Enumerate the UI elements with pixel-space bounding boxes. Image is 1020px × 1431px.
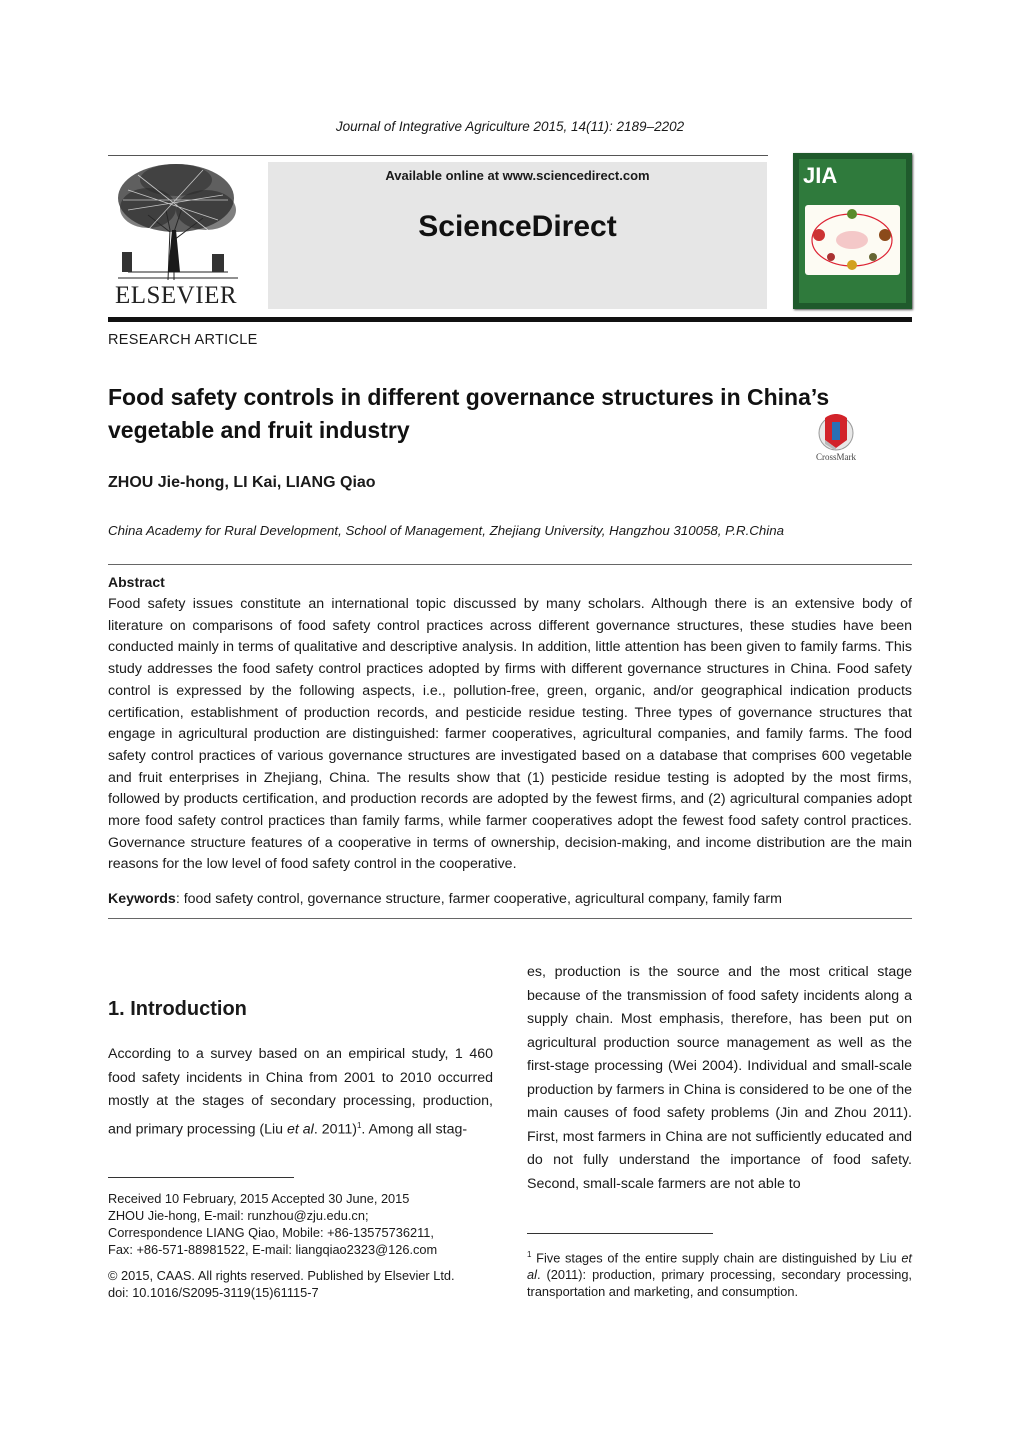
- journal-cover-inner: [799, 159, 906, 303]
- keywords-line: [108, 891, 782, 907]
- footnote-1-text-b: . (2011): production, primary processing, secondary processing, transportation and marketing, and consumption.: [527, 1267, 912, 1300]
- abstract-top-rule: [108, 564, 912, 565]
- abstract-text: Food safety issues constitute an international topic discussed by many scholars. Although there is an extensive body of literature on comparisons of food safety control practices across different governance structures, these studies have been conducted mainly in terms of qualitative and descriptive analysis. In addition, little attention has been given to family farms. This study addresses the food safety control practices adopted by firms with different governance structures in China. Food safety control is expressed by the following aspects, i.e., pollution-free, green, organic, and/or geographical indication products certification, establishment of production records, and pesticide residue testing. Three types of governance structures that engage in agricultural production are distinguished: farmer cooperatives, agricultural companies, and family farms. The food safety control practices of various governance structures are investigated based on a database that comprises 600 vegetable and fruit enterprises in Zhejiang, China. The results show that (1) pesticide residue testing is adopted by the most firms, followed by products certification, and production records are adopted by the fewest firms, and (2) agricultural companies adopt more food safety control practices than family farms, while farmer cooperatives adopt the fewest food safety control practices. Governance structure features of a cooperative in terms of ownership, decision-making, and income distribution are the main reasons for the low level of food safety control in the cooperative.: [108, 596, 912, 873]
- footnote-1: [527, 1246, 912, 1300]
- keywords-label: Keywords: [108, 891, 176, 907]
- header-thick-rule: [108, 317, 912, 322]
- crossmark-badge[interactable]: [812, 414, 860, 464]
- doi-link[interactable]: doi: 10.1016/S2095-3119(15)61115-7: [108, 1285, 319, 1300]
- keywords-text: : food safety control, governance structure, farmer cooperative, agricultural company, family farm: [175, 891, 782, 907]
- copyright-notice: © 2015, CAAS. All rights reserved. Published by Elsevier Ltd.: [108, 1268, 455, 1283]
- footnote-marker[interactable]: 1: [356, 1120, 362, 1130]
- journal-cover: [793, 153, 912, 309]
- cover-jia-title: JIA: [803, 163, 838, 188]
- cover-illustration: [805, 205, 900, 275]
- journal-citation: Journal of Integrative Agriculture 2015, 14(11): 2189–2202: [335, 119, 685, 134]
- correspondence-contact: Correspondence LIANG Qiao, Mobile: +86-13575736211,: [108, 1225, 434, 1240]
- header-top-rule: [108, 155, 768, 156]
- abstract-heading: Abstract: [108, 574, 165, 590]
- footnote-1-etal: et al: [527, 1250, 912, 1283]
- article-info-footnote: [108, 1190, 498, 1301]
- section-heading-introduction: 1. Introduction: [108, 998, 247, 1020]
- affiliation: China Academy for Rural Development, School of Management, Zhejiang University, Hangzhou 310058, P.R.China: [108, 523, 785, 538]
- footnote-1-text-a: Five stages of the entire supply chain are distinguished by Liu: [531, 1250, 902, 1266]
- article-type: RESEARCH ARTICLE: [108, 332, 258, 348]
- sciencedirect-wordmark: ScienceDirect: [418, 210, 617, 243]
- cover-diagram-icon: [805, 205, 900, 275]
- crossmark-label: CrossMark: [816, 452, 856, 462]
- intro-text-2: . 2011): [313, 1121, 357, 1138]
- intro-paragraph-right: es, production is the source and the most critical stage because of the transmission of food safety incidents along a supply chain. Most emphasis, therefore, has been put on agricultural production source management as well as the first-stage processing (Wei 2004). Individual and small-scale production by farmers in China is considered to be one of the main causes of food safety problems (Jin and Zhou 2011). First, most farmers in China are not sufficiently educated and do not fully understand the importance of food safety. Second, small-scale farmers are not able to: [527, 964, 912, 1192]
- intro-text-1: According to a survey based on an empirical study, 1 460 food safety incidents in China from 2001 to 2010 occurred mostly at the stages of secondary processing, production, and primary processing (Liu: [108, 1046, 493, 1138]
- intro-text-3: . Among all stag-: [361, 1121, 468, 1138]
- author-email[interactable]: ZHOU Jie-hong, E-mail: runzhou@zju.edu.cn;: [108, 1208, 369, 1223]
- author-list: ZHOU Jie-hong, LI Kai, LIANG Qiao: [108, 474, 376, 491]
- intro-etal: et al: [287, 1121, 314, 1138]
- fax-email[interactable]: Fax: +86-571-88981522, E-mail: liangqiao2323@126.com: [108, 1242, 438, 1257]
- elsevier-wordmark: ELSEVIER: [114, 282, 238, 309]
- available-online-text[interactable]: Available online at www.sciencedirect.com: [385, 168, 650, 183]
- elsevier-logo: [108, 160, 244, 310]
- elsevier-tree-icon: [108, 160, 244, 282]
- footnote-rule-left: [108, 1177, 294, 1178]
- sciencedirect-banner: [268, 162, 767, 309]
- intro-paragraph-left: [108, 1043, 493, 1142]
- footnote-1-marker: 1: [527, 1250, 532, 1259]
- article-title: Food safety controls in different governance structures in China’s vegetable and fruit industry: [108, 384, 830, 443]
- keywords-bottom-rule: [108, 918, 912, 919]
- received-accepted-dates: Received 10 February, 2015 Accepted 30 June, 2015: [108, 1191, 410, 1206]
- footnote-rule-right: [527, 1233, 713, 1234]
